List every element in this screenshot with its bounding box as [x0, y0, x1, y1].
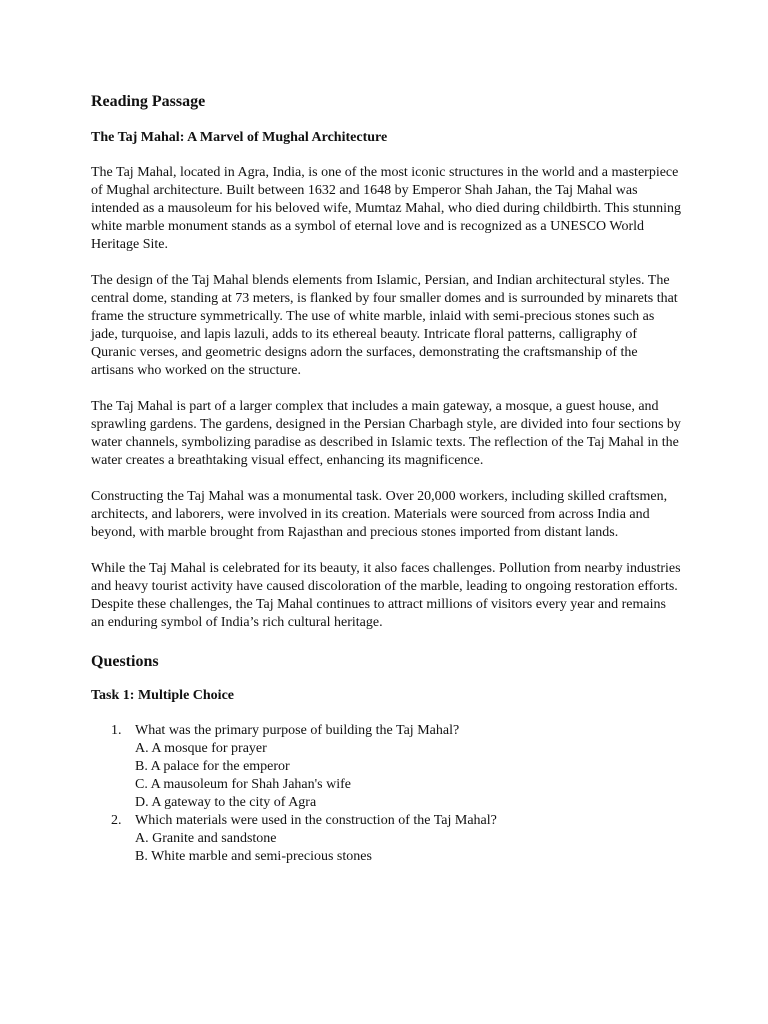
passage-paragraph-3: The Taj Mahal is part of a larger complex that includes a main gateway, a mosque, a guest house, and sprawling gardens. The gardens, designed in the Persian Charbagh style, are divided into four sections by water channels, symbolizing paradise as described in Islamic texts. The reflection of the Taj Mahal in the water creates a breathtaking visual effect, enhancing its magnificence. [91, 399, 681, 468]
passage-paragraph-4: Constructing the Taj Mahal was a monumental task. Over 20,000 workers, including skilled craftsmen, architects, and laborers, were involved in its creation. Materials were sourced from across India and beyond, with marble brought from Rajasthan and precious stones imported from distant lands. [91, 489, 668, 540]
passage-title: The Taj Mahal: A Marvel of Mughal Architecture [91, 130, 388, 145]
question-text: Which materials were used in the construction of the Taj Mahal? [135, 813, 497, 828]
question-option: A. Granite and sandstone [135, 831, 277, 846]
document-page [91, 90, 681, 866]
question-option: B. White marble and semi-precious stones [135, 849, 372, 864]
question-text: What was the primary purpose of building the Taj Mahal? [135, 723, 460, 738]
question-option: C. A mausoleum for Shah Jahan's wife [135, 777, 351, 792]
question-item-2 [91, 812, 681, 866]
question-number: 1. [111, 723, 122, 738]
passage-paragraph-2: The design of the Taj Mahal blends elements from Islamic, Persian, and Indian architectural styles. The central dome, standing at 73 meters, is flanked by four smaller domes and is surrounded by minarets that frame the structure symmetrically. The use of white marble, inlaid with semi-precious stones such as jade, turquoise, and lapis lazuli, adds to its ethereal beauty. Intricate floral patterns, calligraphy of Quranic verses, and geometric designs adorn the surfaces, demonstrating the craftsmanship of the artisans who worked on the structure. [91, 273, 678, 378]
question-list [91, 722, 681, 866]
questions-heading: Questions [91, 653, 159, 670]
question-option: A. A mosque for prayer [135, 741, 267, 756]
section-heading: Reading Passage [91, 93, 206, 110]
question-number: 2. [111, 813, 122, 828]
question-item-1 [91, 722, 681, 812]
passage-paragraph-1: The Taj Mahal, located in Agra, India, is one of the most iconic structures in the world and a masterpiece of Mughal architecture. Built between 1632 and 1648 by Emperor Shah Jahan, the Taj Mahal was intended as a mausoleum for his beloved wife, Mumtaz Mahal, who died during childbirth. This stunning white marble monument stands as a symbol of eternal love and is recognized as a UNESCO World Heritage Site. [91, 165, 681, 252]
question-option: B. A palace for the emperor [135, 759, 290, 774]
passage-paragraph-5: While the Taj Mahal is celebrated for its beauty, it also faces challenges. Pollution from nearby industries and heavy tourist activity have caused discoloration of the marble, leading to ongoing restoration efforts. Despite these challenges, the Taj Mahal continues to attract millions of visitors every year and remains an enduring symbol of India’s rich cultural heritage. [91, 561, 681, 630]
question-option: D. A gateway to the city of Agra [135, 795, 317, 810]
task-heading: Task 1: Multiple Choice [91, 688, 234, 703]
